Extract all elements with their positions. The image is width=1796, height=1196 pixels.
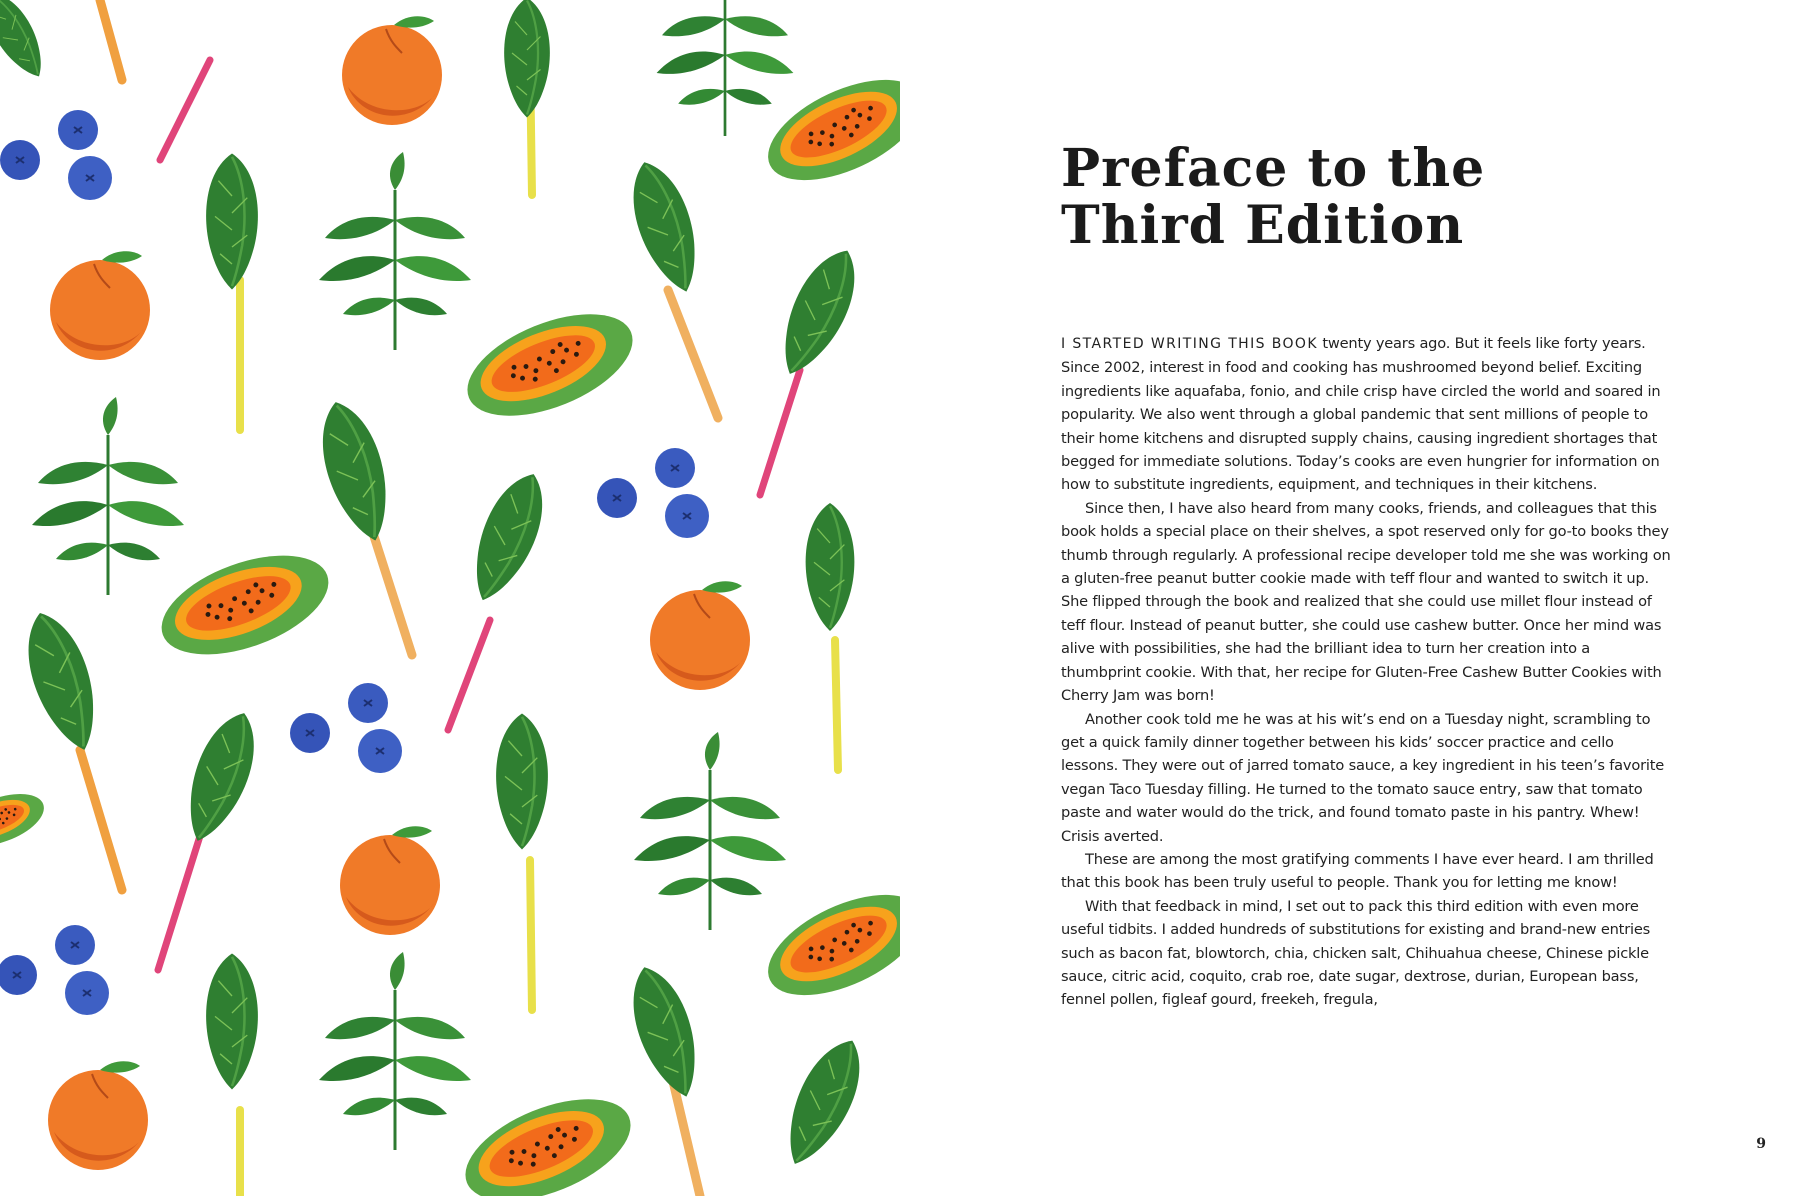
paragraph-3: Another cook told me he was at his wit’s end on a Tuesday night, scrambling to get a quick family dinner together between his kids’ soccer practice and cello lessons. They were out of jarred tomato sauce, a key ingredient in his teen’s favorite vegan Taco Tuesday filling. He turned to the tomato sauce entry, saw that tomato paste and water would do the trick, and found tomato paste in his pantry. Whew! Crisis averted. [1061, 710, 1665, 845]
paragraph-2: Since then, I have also heard from many cooks, friends, and colleagues that this book holds a special place on their shelves, a spot reserved only for go-to books they thumb through regularly. A professional recipe developer told me she was working on a gluten-free peanut butter cookie made with teff flour and wanted to switch it up. She flipped through the book and realized that she could use millet flour instead of teff flour. Instead of peanut butter, she could use cashew butter. Once her mind was alive with possibilities, she had the brilliant idea to turn her creation into a thumbprint cookie. With that, her recipe for Gluten-Free Cashew Butter Cookies with Cherry Jam was born! [1061, 499, 1671, 705]
paragraph-1-lead: I STARTED WRITING THIS BOOK [1061, 336, 1318, 352]
page-title [1061, 140, 1621, 254]
paragraph-1-text: twenty years ago. But it feels like forty years. Since 2002, interest in food and cooking has mushroomed beyond belief. Exciting ingredients like aquafaba, fonio, and chile crisp have circled the world and soared in popularity. We also went through a global pandemic that sent millions of people to their home kitchens and disrupted supply chains, causing ingredient shortages that begged for immediate solutions. Today’s cooks are even hungrier for information on how to substitute ingredients, equipment, and techniques in their kitchens. [1061, 335, 1661, 494]
paragraph-1 [1061, 332, 1671, 497]
title-line-2: Third Edition [1061, 195, 1465, 256]
body-text [1061, 332, 1671, 1012]
page-number: 9 [1756, 1136, 1766, 1152]
paragraph-5: With that feedback in mind, I set out to pack this third edition with even more useful tidbits. I added hundreds of substitutions for existing and brand-new entries such as bacon fat, blowtorch, chia, chicken salt, Chihuahua cheese, Chinese pickle sauce, citric acid, coquito, crab roe, date sugar, dextrose, durian, European bass, fennel pollen, figleaf gourd, freekeh, fregula, [1061, 897, 1651, 1009]
title-line-1: Preface to the [1061, 138, 1486, 199]
text-page [900, 0, 1796, 1196]
paragraph-4: These are among the most gratifying comments I have ever heard. I am thrilled that this book has been truly useful to people. Thank you for letting me know! [1061, 850, 1654, 892]
